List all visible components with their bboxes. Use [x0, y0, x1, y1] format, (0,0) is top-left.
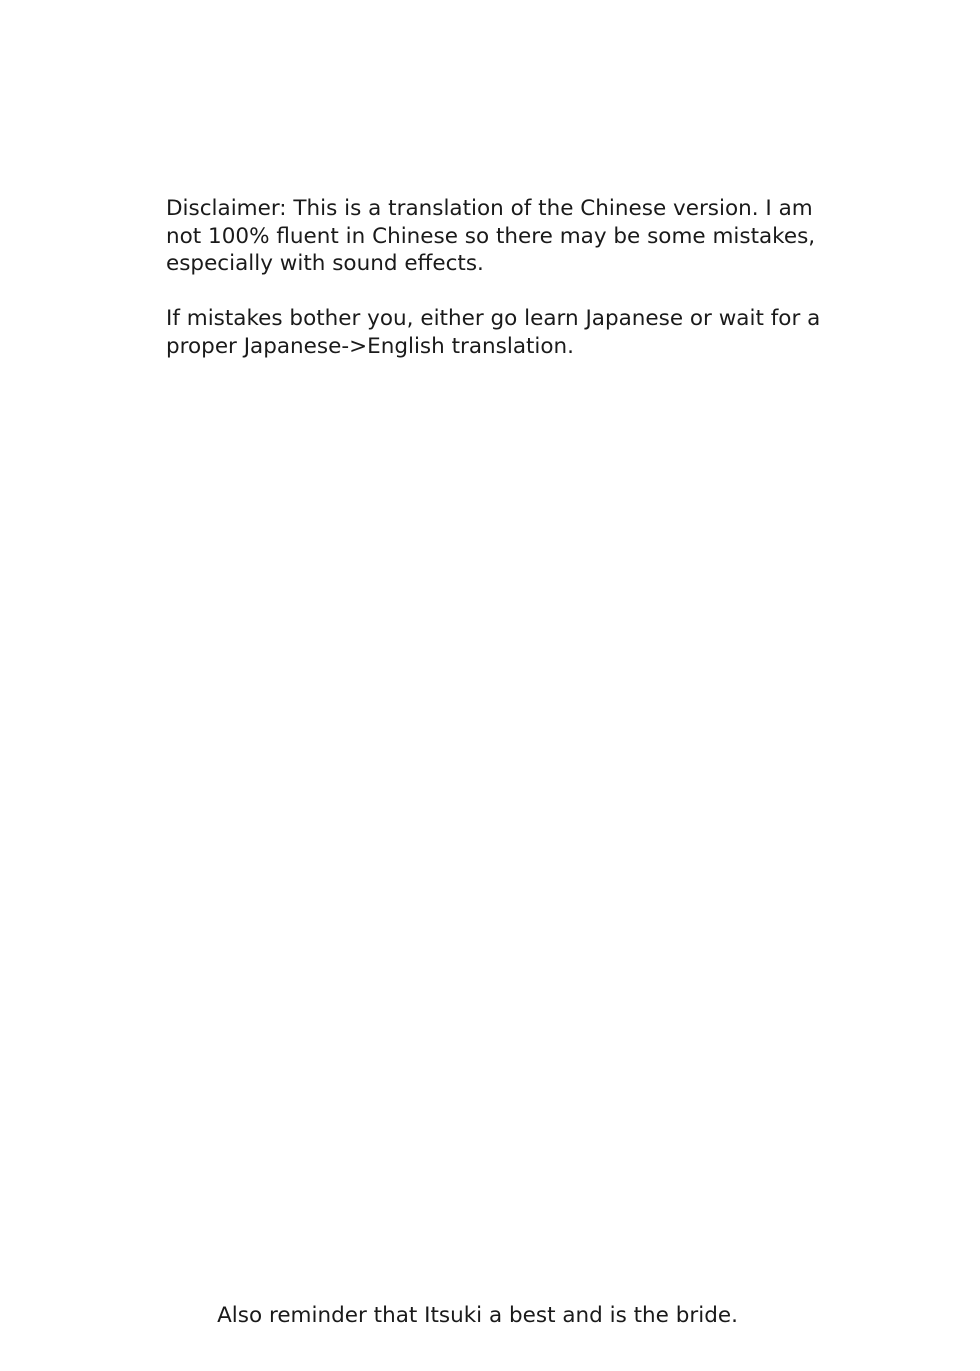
reminder-text: Also reminder that Itsuki a best and is the bride.	[217, 1303, 738, 1328]
mistakes-note-paragraph: If mistakes bother you, either go learn Japanese or wait for a proper Japanese->English translation.	[166, 306, 821, 359]
disclaimer-paragraph: Disclaimer: This is a translation of the Chinese version. I am not 100% fluent in Chinese so there may be some mistakes, especially with sound effects.	[166, 196, 816, 276]
disclaimer-block	[166, 195, 826, 360]
